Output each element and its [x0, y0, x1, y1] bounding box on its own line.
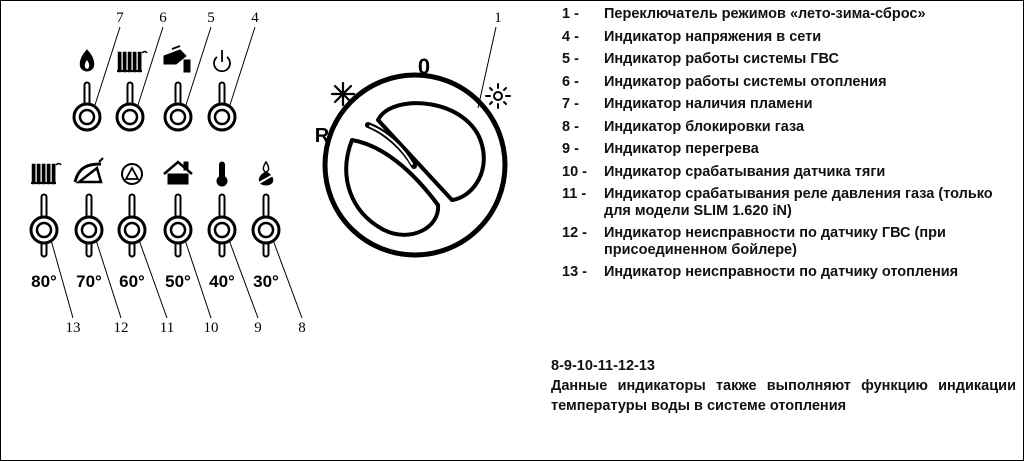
callout-number-12: 12	[113, 320, 129, 336]
top-flame-icon	[80, 50, 94, 71]
legend-number: 6 -	[562, 73, 579, 90]
indicator-lamp-4	[209, 85, 235, 130]
legend-text: Индикатор наличия пламени	[604, 96, 813, 112]
legend-number: 12 -	[562, 225, 587, 241]
mode-dial[interactable]	[315, 54, 510, 255]
callout-number-7: 7	[116, 10, 124, 26]
legend-item	[562, 74, 1022, 91]
callout-number-4: 4	[251, 10, 259, 26]
bottom-pump-icon	[122, 164, 142, 184]
legend-text: Индикатор перегрева	[604, 141, 759, 157]
callout-number-1: 1	[494, 10, 502, 26]
legend-text: Индикатор неисправности по датчику отопления	[604, 264, 959, 280]
indicator-lamp-13	[31, 197, 57, 254]
legend-text: Индикатор неисправности по датчику ГВС (при присоединенном бойлере)	[604, 225, 946, 258]
footnote-text: Данные индикаторы также выполняют функцию индикации температуры воды в системе отопления	[551, 378, 1016, 414]
indicator-icons	[31, 46, 273, 186]
temp-label-13: 80°	[31, 272, 57, 291]
legend-item	[562, 96, 1022, 113]
legend-text: Индикатор работы системы отопления	[604, 73, 887, 90]
legend-text: Индикатор работы системы ГВС	[604, 51, 839, 67]
legend-item	[562, 141, 1022, 158]
legend-number: 1 -	[562, 6, 579, 22]
callout-number-5: 5	[207, 10, 215, 26]
legend-text: Индикатор срабатывания датчика тяги	[604, 163, 886, 180]
temp-label-9: 40°	[209, 272, 235, 291]
legend-item	[562, 119, 1022, 136]
callout-number-8: 8	[298, 320, 306, 336]
legend-text: Индикатор срабатывания реле давления газа (только для модели SLIM 1.620 iN)	[604, 186, 993, 219]
footnote-title: 8-9-10-11-12-13	[551, 358, 655, 374]
legend-number: 10 -	[562, 163, 587, 180]
temp-label-10: 50°	[165, 272, 191, 291]
legend-text: Переключатель режимов «лето-зима-сброс»	[604, 6, 926, 22]
indicator-lamps	[31, 85, 279, 254]
top-radiator-icon	[117, 52, 147, 73]
callout-number-6: 6	[159, 10, 167, 26]
legend-number: 8 -	[562, 118, 579, 135]
callout-number-9: 9	[254, 320, 262, 336]
footnote	[551, 356, 1016, 416]
callout-number-13: 13	[65, 320, 81, 336]
temp-label-8: 30°	[253, 272, 279, 291]
legend-number: 5 -	[562, 51, 579, 67]
callout-number-11: 11	[159, 320, 175, 336]
dial-reset-label: R	[314, 125, 330, 147]
temp-label-12: 70°	[76, 272, 102, 291]
legend-number: 9 -	[562, 141, 579, 157]
callout-number-10: 10	[203, 320, 219, 336]
legend-text: Индикатор напряжения в сети	[604, 28, 822, 45]
legend-number: 13 -	[562, 264, 587, 280]
dial-zero-label: 0	[417, 54, 431, 79]
legend-number: 7 -	[562, 96, 579, 112]
top-power-icon	[214, 50, 230, 71]
legend-item	[562, 225, 1022, 258]
indicator-lamp-5	[165, 85, 191, 130]
bottom-thermometer-icon	[217, 162, 227, 186]
legend-item	[562, 29, 1022, 46]
legend-number: 4 -	[562, 28, 579, 45]
top-tap-icon	[164, 46, 190, 72]
legend-number: 11 -	[562, 186, 587, 202]
bottom-dhw-sensor-icon	[75, 158, 103, 182]
legend-item	[562, 6, 1022, 23]
bottom-radiator-icon	[31, 164, 61, 185]
snowflake-icon	[332, 83, 354, 105]
legend-item	[562, 164, 1022, 181]
legend-text: Индикатор блокировки газа	[604, 118, 805, 135]
indicator-lamp-7	[74, 85, 100, 130]
bottom-gas-lock-icon	[259, 162, 273, 185]
legend	[562, 6, 1022, 287]
sun-icon	[486, 84, 510, 108]
temp-label-11: 60°	[119, 272, 145, 291]
legend-item	[562, 186, 1022, 219]
bottom-chimney-icon	[164, 162, 192, 184]
legend-item	[562, 264, 1022, 281]
legend-item	[562, 51, 1022, 68]
indicator-lamp-6	[117, 85, 143, 130]
